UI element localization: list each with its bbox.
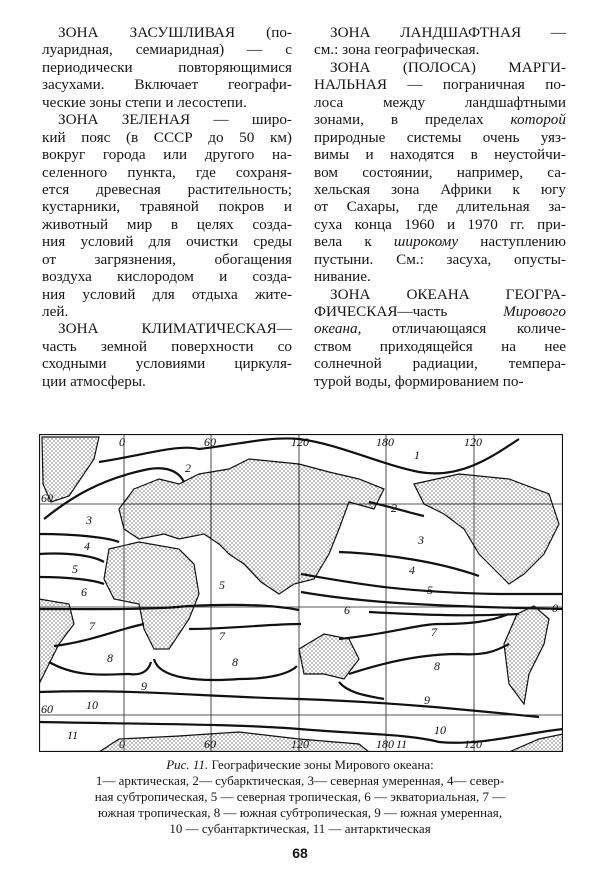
text-line (314, 233, 566, 250)
svg-text:5: 5 (427, 583, 433, 597)
caption-line: ная субтропическая, 5 — северная тропическая, 6 — экваториальная, 7 — (94, 789, 506, 804)
text-line: селенного пункта, где сохраня- (42, 163, 292, 181)
svg-text:180: 180 (376, 737, 394, 751)
svg-text:5: 5 (72, 562, 78, 576)
ocean-zones-map (39, 434, 563, 752)
italic-term: Мирового (503, 303, 566, 320)
text-line: суха конца 1960 и 1970 гг. при- (314, 215, 566, 233)
svg-text:8: 8 (107, 651, 113, 665)
svg-text:0: 0 (119, 435, 125, 449)
svg-text:60: 60 (204, 435, 216, 449)
text-line: НАЛЬНАЯ — пограничная по- (314, 76, 566, 94)
text-line (314, 320, 566, 337)
svg-text:4: 4 (84, 539, 90, 553)
text-line: ЗОНА ЛАНДШАФТНАЯ — (330, 24, 566, 41)
text-line: пустыни. См.: засуха, опусты- (314, 250, 566, 268)
text-line: луаридная, семиаридная) — с (42, 41, 292, 59)
svg-text:120: 120 (464, 737, 482, 751)
svg-text:0: 0 (552, 601, 558, 615)
caption-line: 10 — субантарктическая, 11 — антарктическая (169, 821, 431, 836)
text-line: ния условий для отдыха жите- (42, 285, 292, 303)
text-line: нивание. (314, 268, 371, 286)
text-line: от загрязнения, обогащения (42, 250, 292, 268)
text-line: солнечной радиации, темпера- (314, 355, 566, 373)
svg-text:9: 9 (141, 679, 147, 693)
svg-text:1: 1 (414, 448, 420, 462)
text-line: вокруг города или другого на- (42, 146, 292, 164)
text-line: вом состоянии, например, са- (314, 163, 566, 181)
page-number: 68 (292, 845, 308, 861)
svg-text:120: 120 (291, 737, 309, 751)
text-line: ния условий для очистки среды (42, 233, 292, 251)
svg-text:9: 9 (424, 693, 430, 707)
text-line: животный мир в целях созда- (42, 215, 292, 233)
text-line (314, 303, 566, 320)
svg-text:3: 3 (86, 513, 92, 527)
svg-text:2: 2 (391, 501, 397, 515)
dictionary-entry (314, 286, 566, 391)
text-line: природные системы очень уяз- (314, 128, 566, 146)
dictionary-entry (42, 24, 292, 111)
svg-text:60: 60 (41, 491, 53, 505)
text-line: ством приходящейся на нее (314, 337, 566, 355)
text-line: хельская зона Африки к югу (314, 180, 566, 198)
svg-text:7: 7 (219, 629, 225, 643)
svg-text:7: 7 (431, 625, 437, 639)
svg-text:10: 10 (434, 723, 446, 737)
svg-text:60: 60 (41, 702, 53, 716)
svg-text:0: 0 (119, 737, 125, 751)
caption-line: южная тропическая, 8 — южная субтропическая, 9 — южная умеренная, (97, 805, 503, 820)
caption-line: 1— арктическая, 2— субарктическая, 3— северная умеренная, 4— север- (95, 773, 505, 788)
text-line: периодически повторяющимися (42, 58, 292, 76)
text-line: кустарники, травяной покров и (42, 198, 292, 216)
dictionary-entry (42, 320, 292, 390)
dictionary-entry (42, 111, 292, 320)
text-line: от Сахары, где длительная за- (314, 198, 566, 216)
text-line: ЗОНА КЛИМАТИЧЕСКАЯ— (58, 320, 292, 338)
dictionary-entry (314, 24, 566, 59)
svg-text:2: 2 (185, 461, 191, 475)
svg-text:6: 6 (344, 603, 350, 617)
caption-title: Географические зоны Мирового океана: (208, 757, 434, 772)
left-column (42, 24, 292, 390)
svg-text:11: 11 (396, 737, 408, 751)
text-line (314, 111, 566, 128)
text-line: лоса между ландшафтными (314, 93, 566, 111)
text-line: засухами. Включает географи- (42, 76, 292, 94)
text-line: лей. (42, 303, 69, 320)
svg-text:5: 5 (219, 578, 225, 592)
svg-text:10: 10 (86, 698, 98, 712)
text-line: ЗОНА ЗАСУШЛИВАЯ (по- (58, 24, 292, 41)
svg-text:4: 4 (409, 563, 415, 577)
svg-text:120: 120 (464, 435, 482, 449)
svg-text:8: 8 (434, 659, 440, 673)
italic-term: широкому (393, 233, 459, 251)
dictionary-entry (314, 59, 566, 286)
text-line: часть земной поверхности со (42, 337, 292, 355)
text-line: ется древесная растительность; (42, 180, 292, 198)
text-segment: отличающаяся количе- (361, 320, 566, 338)
text-line: ции атмосферы. (42, 372, 146, 390)
text-segment: ФИЧЕСКАЯ—часть (314, 303, 504, 320)
text-line: сходными условиями циркуля- (42, 355, 292, 373)
text-line: ческие зоны степи и лесостепи. (42, 93, 247, 111)
caption-title-line (20, 757, 580, 773)
text-line: воздуха кислородом и созда- (42, 268, 292, 286)
text-segment: зонами, в пределах (314, 111, 511, 129)
svg-text:8: 8 (232, 655, 238, 669)
right-column (314, 24, 566, 390)
svg-text:60: 60 (204, 737, 216, 751)
text-line: кий пояс (в СССР до 50 км) (42, 128, 292, 146)
text-line: ЗОНА (ПОЛОСА) МАРГИ- (330, 58, 566, 76)
text-line: турой воды, формированием по- (314, 372, 524, 390)
svg-text:11: 11 (67, 728, 79, 742)
text-line: вимы и находятся в неустойчи- (314, 146, 566, 164)
text-line: см.: зона географическая. (314, 41, 480, 59)
italic-term: океана, (314, 320, 362, 338)
text-line: ЗОНА ЗЕЛЕНАЯ — широ- (58, 111, 292, 129)
figure-caption (20, 757, 580, 837)
text-segment: наступлению (458, 233, 566, 251)
italic-term: которой (510, 111, 566, 129)
svg-text:6: 6 (81, 585, 87, 599)
svg-text:7: 7 (89, 619, 95, 633)
text-segment: вела к (314, 233, 394, 251)
text-line: ЗОНА ОКЕАНА ГЕОГРА- (330, 285, 566, 303)
svg-text:120: 120 (291, 435, 309, 449)
svg-text:3: 3 (418, 533, 424, 547)
figure-number: Рис. 11. (166, 757, 209, 772)
svg-text:180: 180 (376, 435, 394, 449)
